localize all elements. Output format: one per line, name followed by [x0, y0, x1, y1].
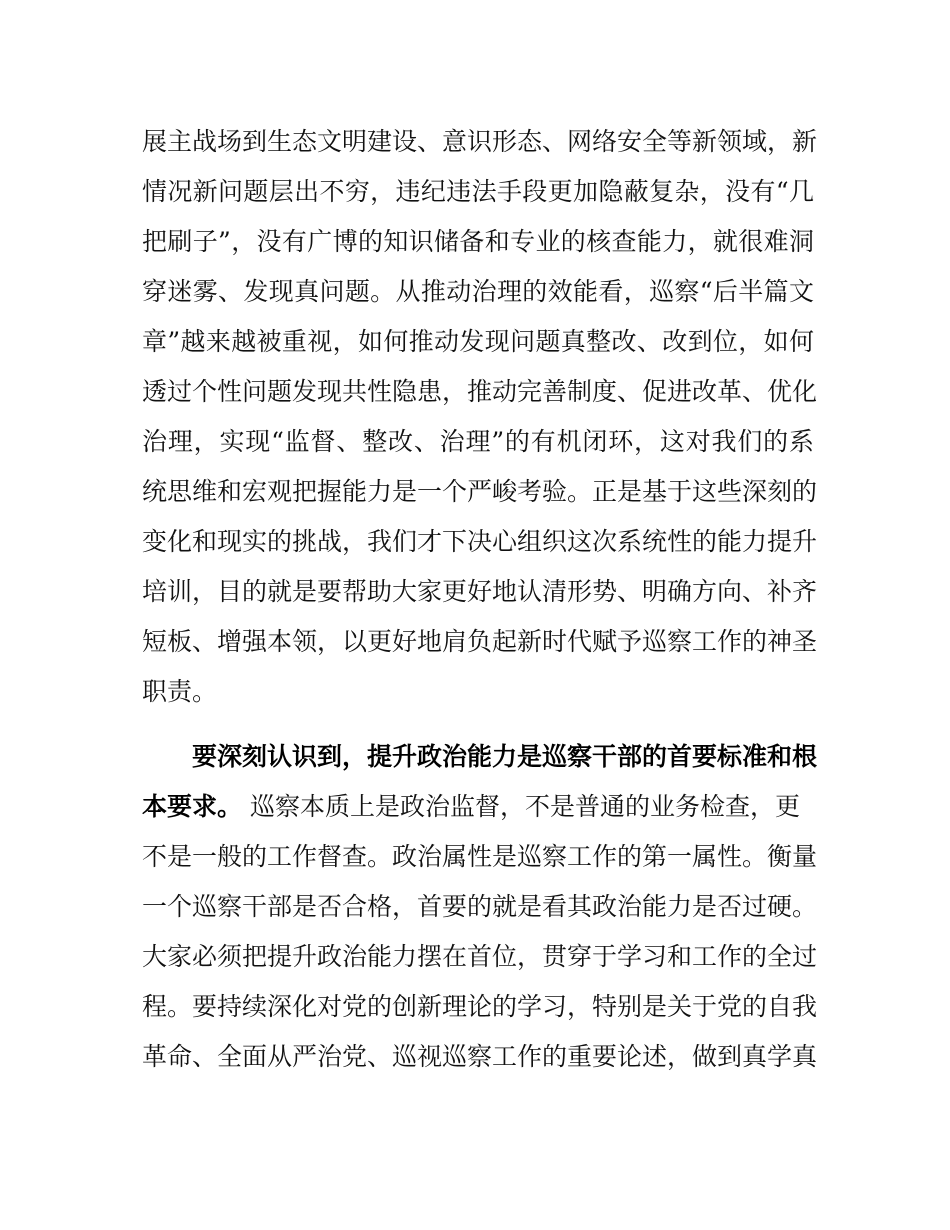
paragraph-line: 大家必须把提升政治能力摆在首位，贯穿于学习和工作的全过: [142, 942, 818, 971]
paragraph-line: 情况新问题层出不穷，违纪违法手段更加隐蔽复杂，没有“几: [142, 177, 814, 206]
paragraph-line: 统思维和宏观把握能力是一个严峻考验。正是基于这些深刻的: [142, 477, 818, 506]
paragraph-text: 巡察本质上是政治监督，不是普通的业务检查，更: [242, 792, 800, 821]
paragraph-line: 培训，目的就是要帮助大家更好地认清形势、明确方向、补齐: [142, 577, 818, 606]
paragraph-line: 不是一般的工作督查。政治属性是巡察工作的第一属性。衡量: [142, 842, 818, 871]
section-heading-line: 要深刻认识到，提升政治能力是巡察干部的首要标准和根: [192, 742, 818, 771]
paragraph-line: 短板、增强本领，以更好地肩负起新时代赋予巡察工作的神圣: [142, 627, 818, 656]
paragraph-line: 革命、全面从严治党、巡视巡察工作的重要论述，做到真学真: [142, 1042, 818, 1071]
paragraph-line: 程。要持续深化对党的创新理论的学习，特别是关于党的自我: [142, 992, 818, 1021]
paragraph-line: 穿迷雾、发现真问题。从推动治理的效能看，巡察“后半篇文: [142, 277, 814, 306]
paragraph-line: 治理，实现“监督、整改、治理”的有机闭环，这对我们的系: [142, 427, 814, 456]
paragraph-line: 章”越来越被重视，如何推动发现问题真整改、改到位，如何: [142, 327, 814, 356]
paragraph-line: 一个巡察干部是否合格，首要的就是看其政治能力是否过硬。: [142, 892, 818, 921]
paragraph-line: 展主战场到生态文明建设、意识形态、网络安全等新领域，新: [142, 127, 818, 156]
paragraph-line: 职责。: [142, 677, 218, 706]
mixed-line: [142, 782, 814, 832]
section-heading-end: 本要求。: [142, 792, 243, 821]
paragraph-line: 变化和现实的挑战，我们才下决心组织这次系统性的能力提升: [142, 527, 818, 556]
paragraph-line: 把刷子”，没有广博的知识储备和专业的核查能力，就很难洞: [142, 227, 814, 256]
paragraph-line: 透过个性问题发现共性隐患，推动完善制度、促进改革、优化: [142, 377, 818, 406]
